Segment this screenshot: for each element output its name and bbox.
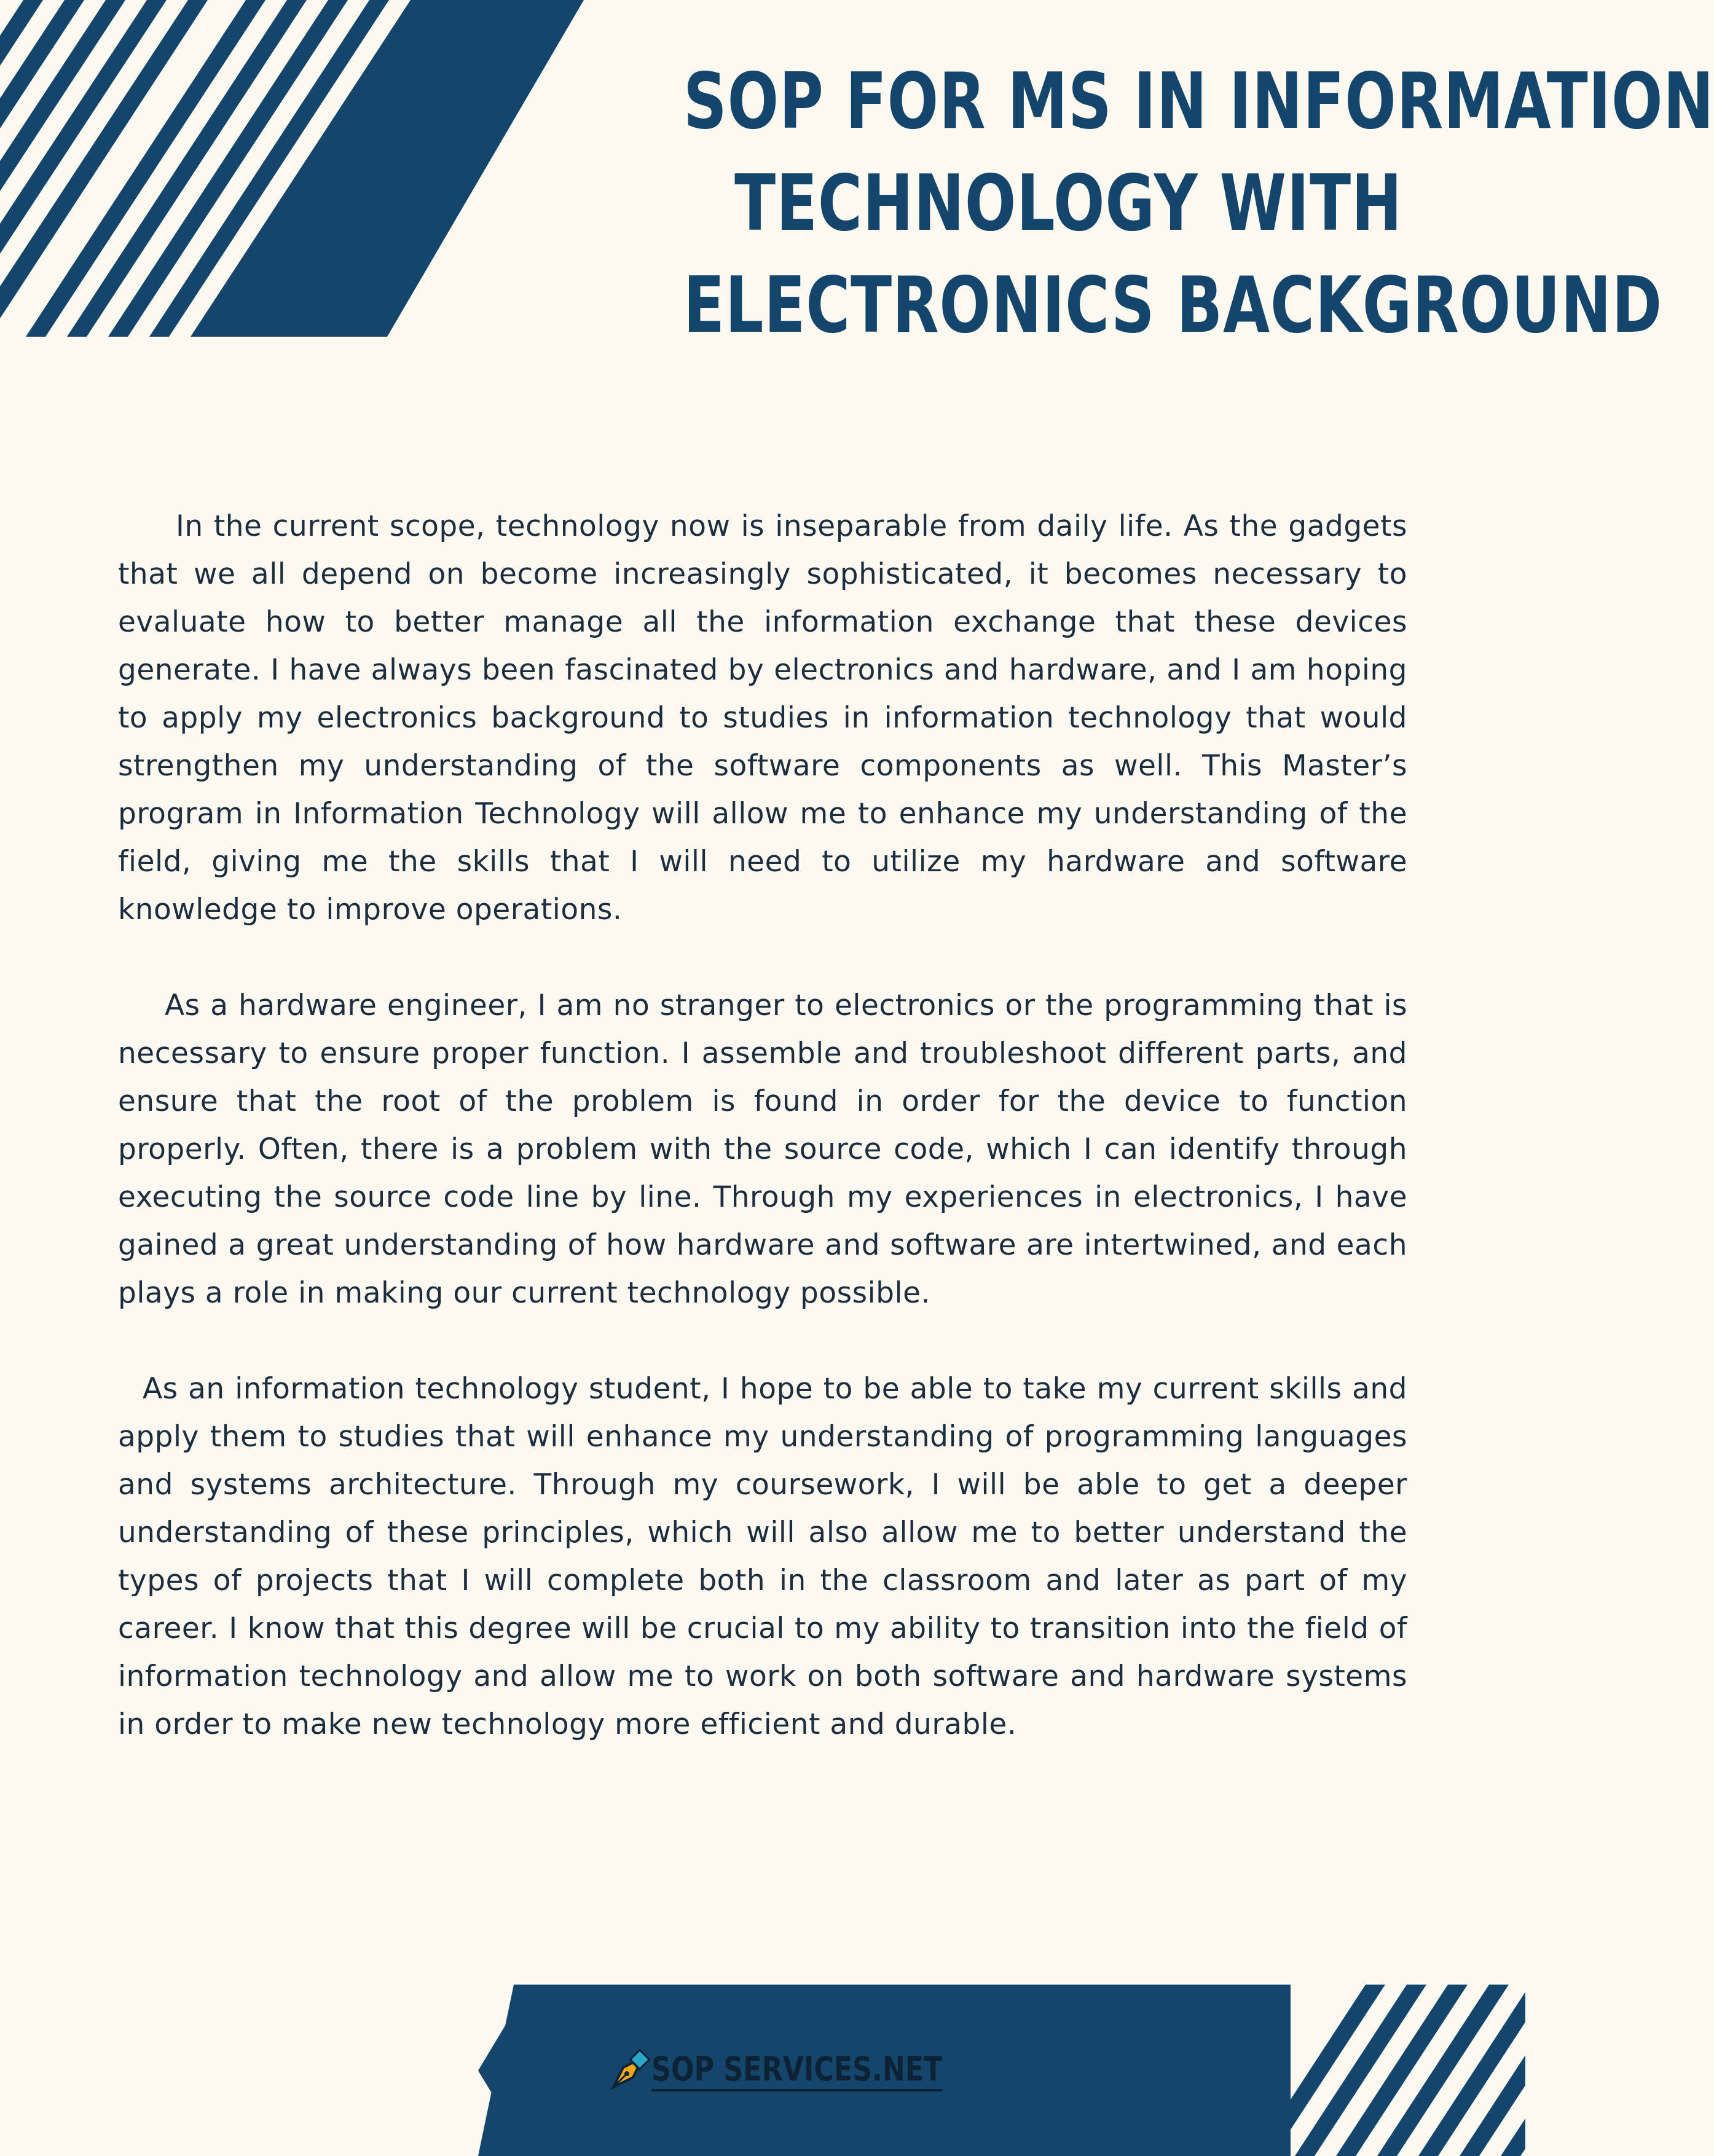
paragraph-2: As a hardware engineer, I am no stranger to electronics or the programming that is necessary to ensure proper function. I assemble and troubleshoot different parts, and ensure that the root of the problem is found in order for the device to function properly. Often, there is a problem with the source code, which I can identify through executing the source code line by line. Through my experiences in electronics, I have gained a great understanding of how hardware and software are intertwined, and each plays a role in making our current technology possible. xyxy=(118,989,1407,1310)
paragraph-1: In the current scope, technology now is inseparable from daily life. As the gadgets that we all depend on become increasingly sophisticated, it becomes necessary to evaluate how to better manage all the information exchange that these devices generate. I have always been fascinated by electronics and hardware, and I am hoping to apply my electronics background to studies in information technology that would strengthen my understanding of the software components as well. This Master’s program in Information Technology will allow me to enhance my understanding of the field, giving me the skills that I will need to utilize my hardware and software knowledge to improve operations. xyxy=(118,509,1407,927)
paragraph-3: As an information technology student, I hope to be able to take my current skills and apply them to studies that will enhance my understanding of programming languages and systems architecture. Through my coursework, I will be able to get a deeper understanding of these principles, which will also allow me to better understand the types of projects that I will complete both in the classroom and later as part of my career. I know that this degree will be crucial to my ability to transition into the field of information technology and allow me to work on both software and hardware systems in order to make new technology more efficient and durable. xyxy=(118,1372,1407,1741)
header-stripe-decoration xyxy=(0,0,584,337)
title-line-2: TECHNOLOGY WITH xyxy=(734,158,1402,248)
page-title xyxy=(683,50,1714,356)
title-line-1: SOP FOR MS IN INFORMATION xyxy=(683,56,1714,146)
pen-nib-icon xyxy=(608,2049,651,2092)
title-line-3: ELECTRONICS BACKGROUND xyxy=(683,260,1663,350)
document-body xyxy=(118,503,1407,1797)
logo-text: SOP SERVICES.NET xyxy=(651,2050,942,2091)
footer-logo[interactable] xyxy=(608,2046,1006,2095)
